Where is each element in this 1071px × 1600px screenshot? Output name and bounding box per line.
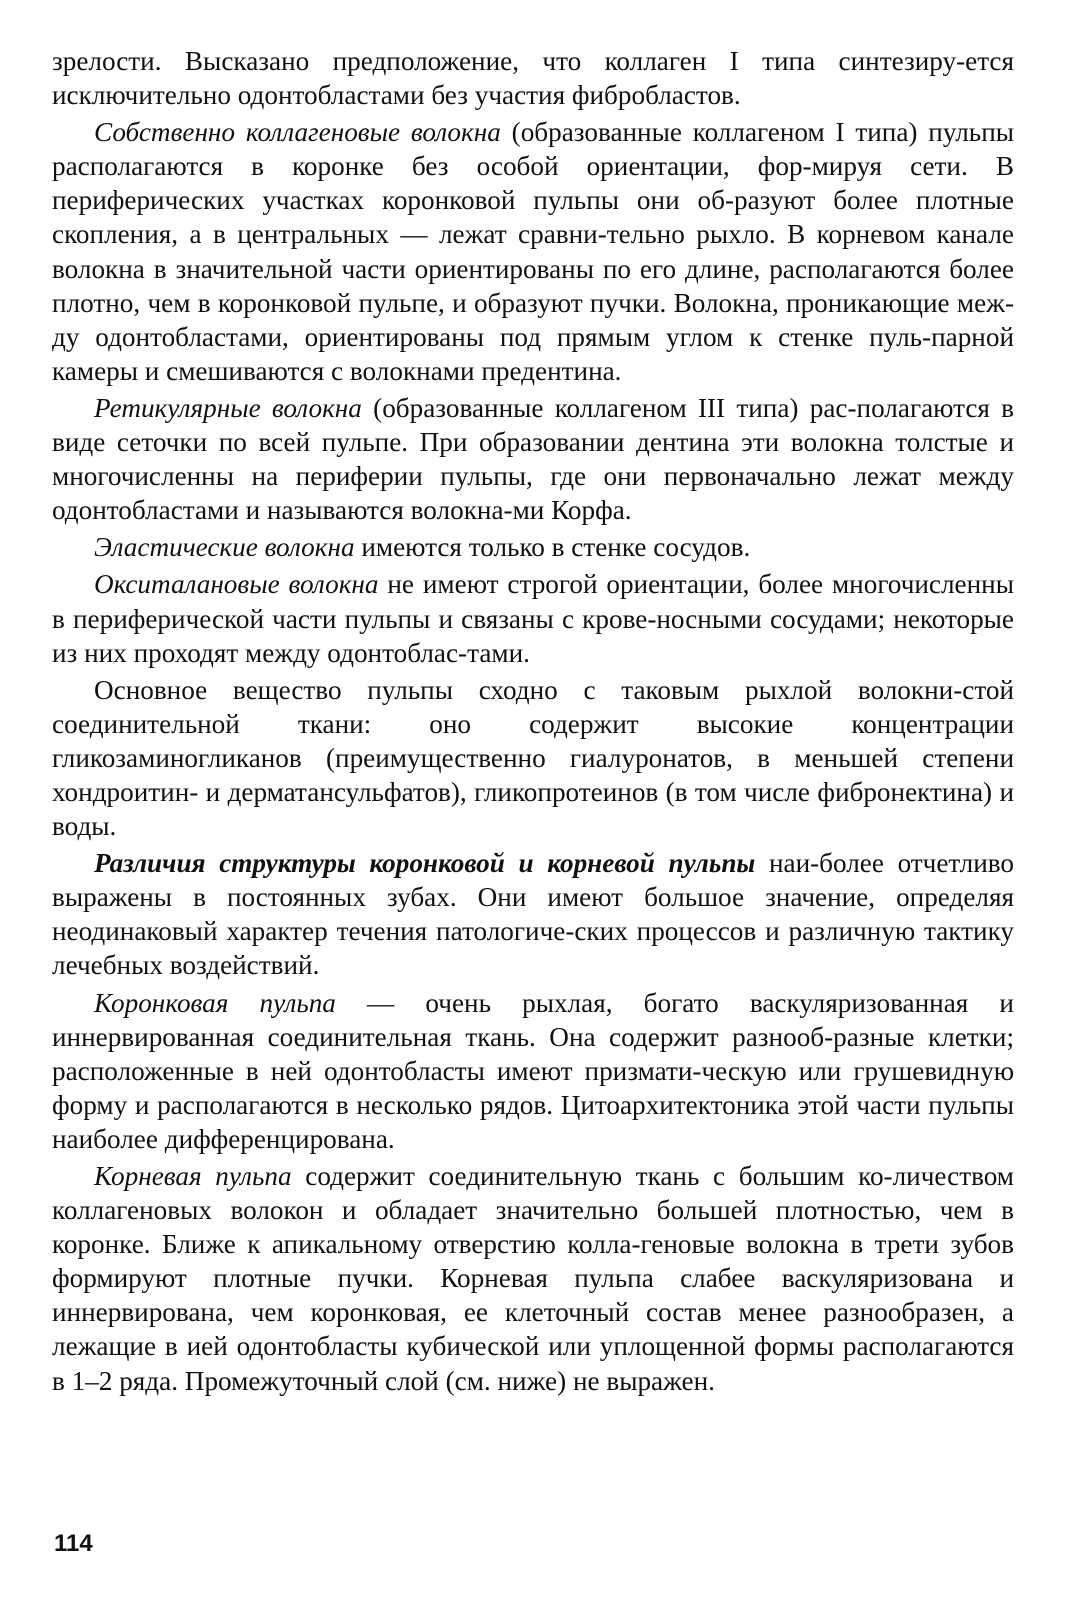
paragraph <box>52 115 1014 388</box>
page-body <box>52 44 1014 1398</box>
paragraph <box>52 1159 1014 1398</box>
paragraph-text: — очень рыхлая, богато васкуляризованная и иннервированная соединительная ткань. Она содержит разнооб-разные клетки; расположенные в ней одонтобласты имеют призмати-ческую или грушевидную форму и располагаются в несколько рядов. Цитоархитектоника этой части пульпы наиболее дифференцирована. <box>52 987 1014 1154</box>
paragraph <box>52 986 1014 1156</box>
term-elastic-fibers: Эластические волокна <box>94 532 355 563</box>
term-reticular-fibers: Ретикулярные волокна <box>94 392 362 423</box>
page-number: 114 <box>54 1530 93 1557</box>
paragraph <box>52 567 1014 669</box>
paragraph <box>52 391 1014 527</box>
term-coronal-pulp: Коронковая пульпа <box>94 987 336 1018</box>
paragraph-text: (образованные коллагеном I типа) пульпы располагаются в коронке без особой ориентации, фор-мируя сети. В периферических участках коронковой пульпы они об-разуют более плотные скопления, а в центральных — лежат сравни-тельно рыхло. В корневом канале волокна в значительной части ориентированы по его длине, располагаются более плотно, чем в коронковой пульпе, и образуют пучки. Волокна, проникающие меж-ду одонтобластами, ориентированы под прямым углом к стенке пуль-парной камеры и смешиваются с волокнами предентина. <box>52 117 1015 386</box>
term-oxytalan-fibers: Окситалановые волокна <box>94 569 379 600</box>
paragraph-text: Основное вещество пульпы сходно с таковым рыхлой волокни-стой соединительной ткани: оно содержит высокие концентрации гликозаминогликанов (преимущественно гиалуронатов, в меньшей степени хондроитин- и дерматансульфатов), гликопротеинов (в том числе фибронектина) и воды. <box>52 674 1014 842</box>
term-root-pulp: Корневая пульпа <box>94 1161 292 1191</box>
paragraph-text: содержит соединительную ткань с большим ко-личеством коллагеновых волокон и обладает значительно большей плотностью, чем в коронке. Ближе к апикальному отверстию колла-геновые волокна в трети зубов формируют плотные пучки. Корневая пульпа слабее васкуляризована и иннервирована, чем коронковая, ее клеточный состав менее разнообразен, а лежащие в ией одонтобласты кубической или уплощенной формы располагаются в 1–2 ряда. Промежуточный слой (см. ниже) не выражен. <box>52 1161 1015 1396</box>
term-pulp-differences: Различия структуры коронковой и корневой пульпы <box>94 848 756 879</box>
paragraph <box>52 44 1014 112</box>
paragraph-text: не имеют строгой ориентации, более многочисленны в периферической части пульпы и связаны с крове-носными сосудами; некоторые из них проходят между одонтоблас-тами. <box>52 569 1014 668</box>
paragraph-text: (образованные коллагеном III типа) рас-полагаются в виде сеточки по всей пульпе. При образовании дентина эти волокна толстые и многочисленны на периферии пульпы, где они первоначально лежат между одонтобластами и называются волокна-ми Корфа. <box>52 392 1015 526</box>
paragraph-text: имеются только в стенке сосудов. <box>354 532 751 563</box>
paragraph-text: зрелости. Высказано предположение, что коллаген I типа синтезиру-ется исключительно одонтобластами без участия фибробластов. <box>52 46 1014 111</box>
paragraph <box>52 846 1014 982</box>
paragraph <box>52 673 1014 843</box>
paragraph <box>52 530 1014 564</box>
paragraph-text: наи-более отчетливо выражены в постоянных зубах. Они имеют большое значение, определяя неодинаковый характер течения патологиче-ских процессов и различную тактику лечебных воздействий. <box>52 848 1014 981</box>
term-collagen-fibers: Собственно коллагеновые волокна <box>94 117 501 148</box>
